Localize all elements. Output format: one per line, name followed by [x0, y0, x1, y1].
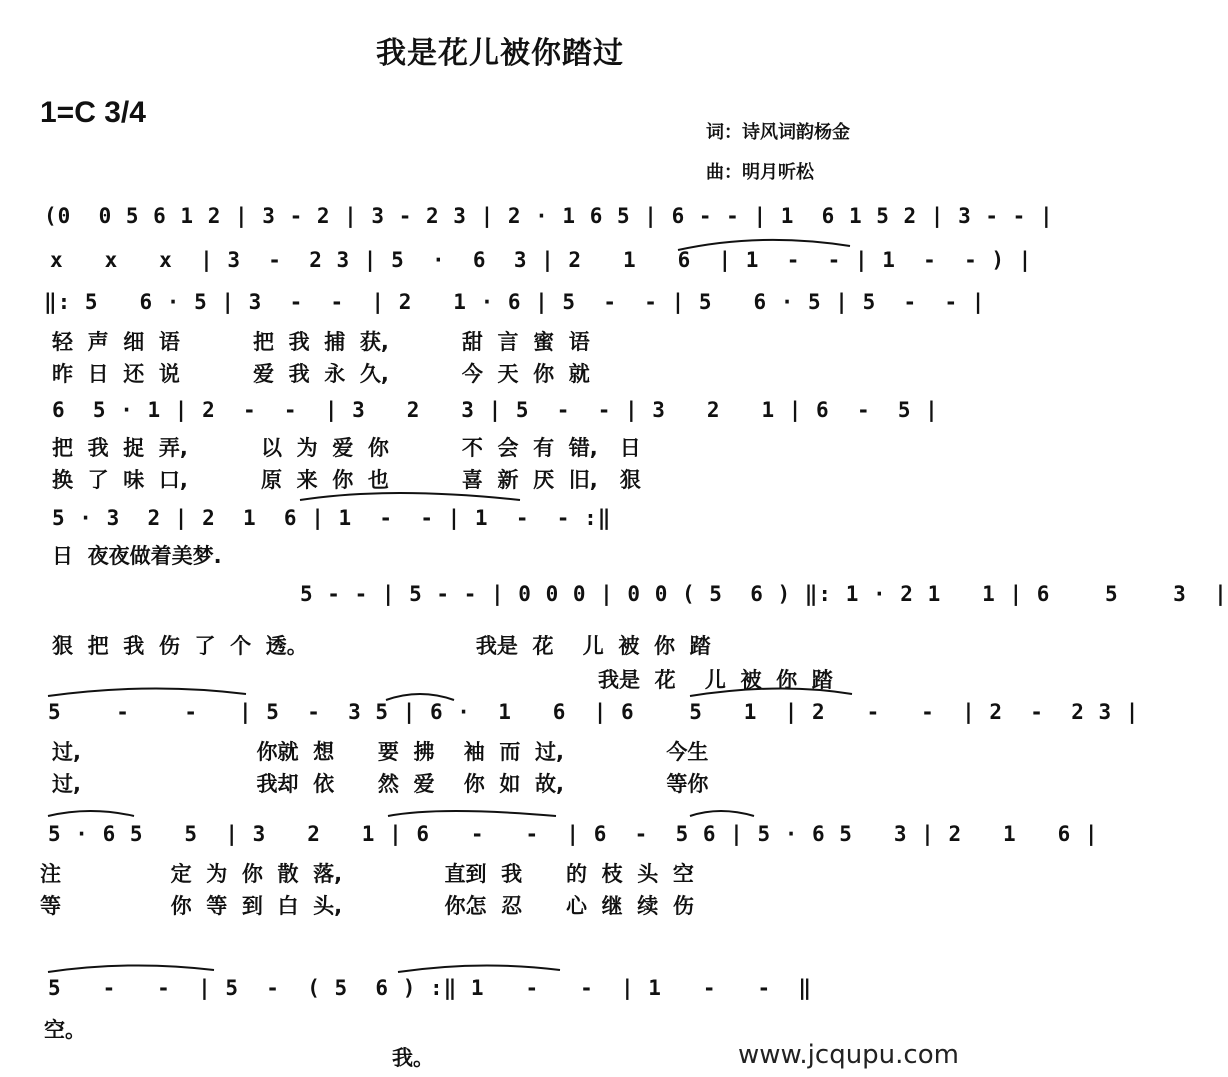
lyric-line: 注 定 为 你 散 落, 直到 我 的 枝 头 空	[40, 862, 694, 886]
notation-line-interlude: 5 - - | 5 - - | 0 0 0 | 0 0 ( 5 6 ) ‖: 1 · 2 1 1 | 6 5 3 |	[300, 582, 1228, 606]
lyric-line: 我是 花 儿 被 你 踏	[598, 668, 833, 692]
slur-arc	[48, 965, 214, 972]
slur-arc	[386, 694, 454, 700]
lyric-line: 等 你 等 到 白 头, 你怎 忍 心 继 续 伤	[40, 894, 694, 918]
lyric-line: 昨 日 还 说 爱 我 永 久, 今 天 你 就	[52, 362, 590, 386]
lyric-line: 换 了 味 口, 原 来 你 也 喜 新 厌 旧, 狠	[52, 468, 641, 492]
slur-arc	[300, 493, 520, 500]
notation-line-verse-3: 5 · 3 2 | 2 1 6 | 1 - - | 1 - - :‖	[52, 506, 612, 530]
notation-line-verse-1: ‖: 5 6 · 5 | 3 - - | 2 1 · 6 | 5 - - | 5 6 · 5 | 5 - - |	[44, 290, 986, 314]
lyric-line: 把 我 捉 弄, 以 为 爱 你 不 会 有 错, 日	[52, 436, 641, 460]
slur-arc	[398, 965, 560, 972]
lyric-line: 狠 把 我 伤 了 个 透。 我是 花 儿 被 你 踏	[52, 634, 711, 658]
lyric-line: 过, 你就 想 要 拂 袖 而 过, 今生	[52, 740, 709, 764]
notation-line-chorus-1: 5 - - | 5 - 3 5 | 6 · 1 6 | 6 5 1 | 2 - - | 2 - 2 3 |	[48, 700, 1140, 724]
notation-line-intro-2: x x x | 3 - 2 3 | 5 · 6 3 | 2 1 6 | 1 - - | 1 - - ) |	[50, 248, 1033, 272]
slur-arc	[48, 811, 134, 816]
slur-arc	[48, 688, 246, 696]
notation-line-ending: 5 - - | 5 - ( 5 6 ) :‖ 1 - - | 1 - - ‖	[48, 976, 813, 1000]
composer-credit: 曲：明月听松	[706, 162, 814, 183]
lyric-line: 过, 我却 依 然 爱 你 如 故, 等你	[52, 772, 709, 796]
lyric-line: 轻 声 细 语 把 我 捕 获, 甜 言 蜜 语	[52, 330, 590, 354]
lyric-line: 空。	[44, 1018, 86, 1042]
song-title: 我是花儿被你踏过	[376, 36, 624, 71]
slur-arc	[690, 688, 852, 696]
lyricist-credit: 词：诗风词韵杨金	[706, 122, 850, 143]
slur-arc	[678, 240, 850, 250]
notation-line-chorus-2: 5 · 6 5 5 | 3 2 1 | 6 - - | 6 - 5 6 | 5 · 6 5 3 | 2 1 6 |	[48, 822, 1099, 846]
slur-arc	[690, 811, 754, 816]
key-signature: 1=C 3/4	[40, 96, 146, 129]
slur-arc	[388, 811, 556, 816]
lyric-line: 我。	[392, 1046, 434, 1070]
watermark-url: www.jcqupu.com	[738, 1040, 959, 1070]
lyric-line: 日 夜夜做着美梦.	[52, 544, 222, 568]
notation-line-verse-2: 6 5 · 1 | 2 - - | 3 2 3 | 5 - - | 3 2 1 | 6 - 5 |	[52, 398, 939, 422]
notation-line-intro-1: (0 0 5 6 1 2 | 3 - 2 | 3 - 2 3 | 2 · 1 6 5 | 6 - - | 1 6 1 5 2 | 3 - - |	[44, 204, 1054, 228]
